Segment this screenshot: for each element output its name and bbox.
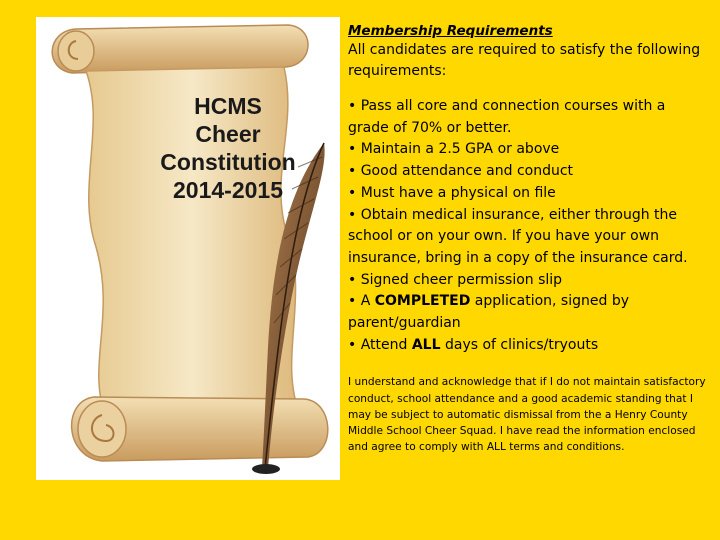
requirement-item: • Obtain medical insurance, either through the school or on your own. If you have your own insurance, bring in a copy of the insurance card. [348, 206, 688, 266]
requirement-item: • Maintain a 2.5 GPA or above [348, 141, 560, 158]
scroll-illustration-panel [36, 17, 340, 480]
requirement-suffix: application, signed by parent/guardian [348, 293, 629, 332]
requirement-prefix: • Attend [348, 336, 412, 353]
requirement-item: • Signed cheer permission slip [348, 271, 563, 288]
membership-heading: Membership Requirements [348, 23, 553, 39]
requirement-emphasis: ALL [411, 336, 441, 353]
requirement-emphasis: COMPLETED [374, 293, 471, 310]
requirement-item-attend-all [348, 335, 708, 357]
title-line-constitution: Constitution [160, 149, 296, 175]
requirement-item: • Good attendance and conduct [348, 163, 574, 180]
parchment-scroll-icon [36, 17, 340, 480]
requirement-item: • Must have a physical on file [348, 184, 556, 201]
requirement-suffix: days of clinics/tryouts [440, 336, 599, 353]
title-line-hcms: HCMS [194, 93, 262, 119]
requirement-prefix: • A [348, 293, 375, 310]
requirements-list [348, 96, 708, 356]
acknowledgement-text: I understand and acknowledge that if I do not maintain satisfactory conduct, school attendance and a good academic standing that I may be subject to automatic dismissal from the a Henry County Middle School Cheer Squad. I have read the information enclosed and agree to comply with ALL terms and conditions. [348, 376, 706, 454]
requirement-item-completed-application [348, 291, 708, 334]
title-line-year: 2014-2015 [173, 177, 283, 203]
membership-intro: All candidates are required to satisfy the following requirements: [348, 42, 701, 79]
title-line-cheer: Cheer [195, 121, 261, 147]
scroll-title [128, 92, 328, 204]
membership-text-panel [348, 22, 708, 466]
requirement-item: • Pass all core and connection courses with a grade of 70% or better. [348, 98, 666, 136]
